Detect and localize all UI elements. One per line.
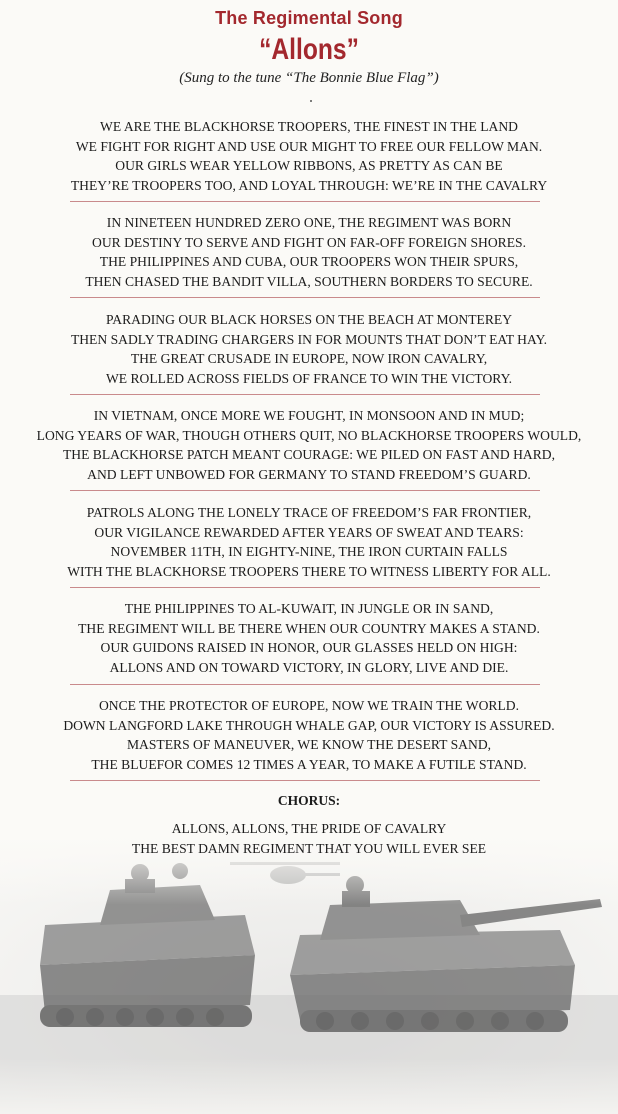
verse-3: [0, 310, 618, 388]
verse-line: OUR GUIDONS RAISED IN HONOR, OUR GLASSES HELD ON HIGH:: [100, 640, 518, 655]
verse-line: OUR GIRLS WEAR YELLOW RIBBONS, AS PRETTY AS CAN BE: [115, 158, 503, 173]
verse-line: THEN CHASED THE BANDIT VILLA, SOUTHERN BORDERS TO SECURE.: [85, 273, 533, 289]
song-title: “Allons”: [259, 33, 359, 66]
verse-line: AND LEFT UNBOWED FOR GERMANY TO STAND FREEDOM’S GUARD.: [87, 466, 531, 482]
verse-line: THE BLUEFOR COMES 12 TIMES A YEAR, TO MAKE A FUTILE STAND.: [91, 756, 527, 772]
verse-7: [0, 696, 618, 774]
verse-line: NOVEMBER 11TH, IN EIGHTY-NINE, THE IRON CURTAIN FALLS: [110, 544, 508, 559]
verse-line: LONG YEARS OF WAR, THOUGH OTHERS QUIT, NO BLACKHORSE TROOPERS WOULD,: [36, 427, 582, 443]
song-kicker: The Regimental Song: [215, 8, 403, 28]
chorus-line: THE BEST DAMN REGIMENT THAT YOU WILL EVER SEE: [131, 841, 487, 856]
verse-line: IN NINETEEN HUNDRED ZERO ONE, THE REGIMENT WAS BORN: [106, 215, 512, 230]
verse-line: THE GREAT CRUSADE IN EUROPE, NOW IRON CAVALRY,: [130, 351, 488, 366]
decorative-dot: [310, 100, 312, 102]
verse-line: WE ROLLED ACROSS FIELDS OF FRANCE TO WIN THE VICTORY.: [105, 370, 513, 386]
verse-line: PARADING OUR BLACK HORSES ON THE BEACH AT MONTEREY: [105, 312, 513, 327]
verse-line: MASTERS OF MANEUVER, WE KNOW THE DESERT SAND,: [126, 737, 492, 752]
verse-line: WE FIGHT FOR RIGHT AND USE OUR MIGHT TO FREE OUR FELLOW MAN.: [75, 138, 543, 154]
verse-line: THE PHILIPPINES TO AL-KUWAIT, IN JUNGLE OR IN SAND,: [124, 601, 494, 616]
chorus: [0, 819, 618, 859]
verse-divider: [70, 684, 540, 685]
verse-1: [0, 117, 618, 195]
verse-line: IN VIETNAM, ONCE MORE WE FOUGHT, IN MONSOON AND IN MUD;: [93, 408, 525, 423]
verse-5: [0, 503, 618, 581]
verse-line: ALLONS AND ON TOWARD VICTORY, IN GLORY, LIVE AND DIE.: [109, 659, 509, 675]
tank-photo: [0, 835, 618, 1114]
verse-line: THE REGIMENT WILL BE THERE WHEN OUR COUNTRY MAKES A STAND.: [78, 620, 540, 636]
verse-divider: [70, 587, 540, 588]
verse-line: THE BLACKHORSE PATCH MEANT COURAGE: WE PILED ON FAST AND HARD,: [62, 447, 556, 462]
verse-line: OUR DESTINY TO SERVE AND FIGHT ON FAR-OFF FOREIGN SHORES.: [92, 234, 526, 250]
verse-6: [0, 599, 618, 677]
verse-line: WITH THE BLACKHORSE TROOPERS THERE TO WITNESS LIBERTY FOR ALL.: [67, 563, 551, 579]
song-subtitle: (Sung to the tune “The Bonnie Blue Flag”): [179, 70, 439, 86]
verse-divider: [70, 780, 540, 781]
chorus-heading: CHORUS:: [277, 793, 341, 808]
verse-divider: [70, 297, 540, 298]
verse-line: WE ARE THE BLACKHORSE TROOPERS, THE FINEST IN THE LAND: [100, 119, 518, 134]
chorus-line: ALLONS, ALLONS, THE PRIDE OF CAVALRY: [171, 821, 447, 836]
verse-divider: [70, 201, 540, 202]
verse-line: OUR VIGILANCE REWARDED AFTER YEARS OF SWEAT AND TEARS:: [94, 524, 524, 540]
verse-4: [0, 406, 618, 484]
verse-line: ONCE THE PROTECTOR OF EUROPE, NOW WE TRAIN THE WORLD.: [98, 698, 520, 713]
verse-line: THEY’RE TROOPERS TOO, AND LOYAL THROUGH: WE’RE IN THE CAVALRY: [70, 177, 548, 193]
verse-line: THE PHILIPPINES AND CUBA, OUR TROOPERS WON THEIR SPURS,: [99, 254, 519, 269]
verse-2: [0, 213, 618, 291]
verse-divider: [70, 490, 540, 491]
verse-line: PATROLS ALONG THE LONELY TRACE OF FREEDOM’S FAR FRONTIER,: [86, 505, 532, 520]
verse-line: THEN SADLY TRADING CHARGERS IN FOR MOUNTS THAT DON’T EAT HAY.: [70, 331, 548, 347]
verse-line: DOWN LANGFORD LAKE THROUGH WHALE GAP, OUR VICTORY IS ASSURED.: [63, 717, 555, 733]
verse-divider: [70, 394, 540, 395]
